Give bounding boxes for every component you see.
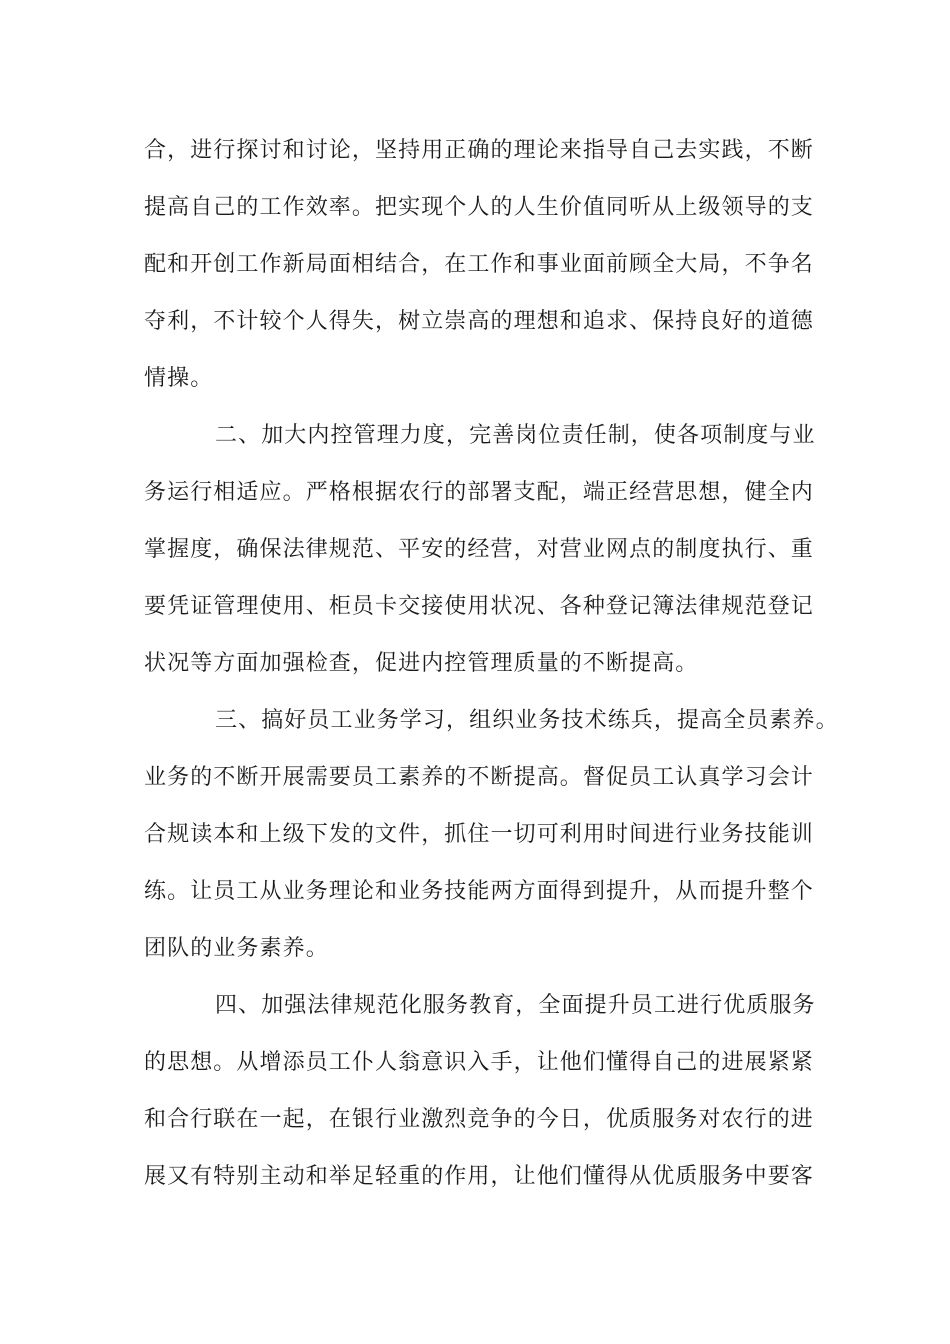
paragraph-line: 业务的不断开展需要员工素养的不断提高。督促员工认真学习会计 <box>144 765 814 790</box>
paragraph-line: 练。让员工从业务理论和业务技能两方面得到提升，从而提升整个 <box>144 879 814 904</box>
paragraph-line: 夺利，不计较个人得失，树立崇高的理想和追求、保持良好的道德 <box>144 309 814 334</box>
section-heading-line: 二、加大内控管理力度，完善岗位责任制，使各项制度与业 <box>215 423 816 448</box>
paragraph-line: 掌握度，确保法律规范、平安的经营，对营业网点的制度执行、重 <box>144 537 814 562</box>
paragraph-line: 要凭证管理使用、柜员卡交接使用状况、各种登记簿法律规范登记 <box>144 594 814 619</box>
paragraph-line: 合，进行探讨和讨论，坚持用正确的理论来指导自己去实践，不断 <box>144 138 814 163</box>
section-heading-line: 三、搞好员工业务学习，组织业务技术练兵，提高全员素养。 <box>215 708 839 733</box>
paragraph-line: 合规读本和上级下发的文件，抓住一切可利用时间进行业务技能训 <box>144 822 814 847</box>
paragraph-line: 状况等方面加强检查，促进内控管理质量的不断提高。 <box>144 651 699 676</box>
paragraph-line: 团队的业务素养。 <box>144 936 329 961</box>
paragraph-line: 和合行联在一起，在银行业激烈竞争的今日，优质服务对农行的进 <box>144 1107 814 1132</box>
paragraph-line: 配和开创工作新局面相结合，在工作和事业面前顾全大局，不争名 <box>144 252 814 277</box>
paragraph-line: 情操。 <box>144 366 214 391</box>
paragraph-line: 的思想。从增添员工仆人翁意识入手，让他们懂得自己的进展紧紧 <box>144 1050 814 1075</box>
paragraph-line: 展又有特别主动和举足轻重的作用，让他们懂得从优质服务中要客 <box>144 1164 814 1189</box>
paragraph-line: 提高自己的工作效率。把实现个人的人生价值同听从上级领导的支 <box>144 195 814 220</box>
paragraph-line: 务运行相适应。严格根据农行的部署支配，端正经营思想，健全内 <box>144 480 814 505</box>
section-heading-line: 四、加强法律规范化服务教育，全面提升员工进行优质服务 <box>215 993 816 1018</box>
